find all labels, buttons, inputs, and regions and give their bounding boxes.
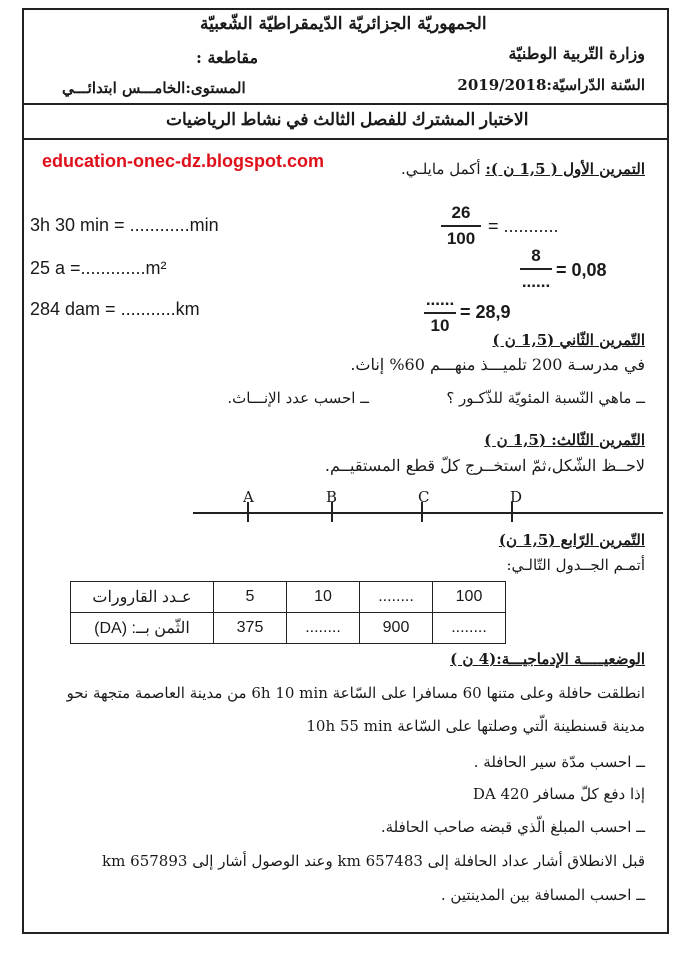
ex1-block [401, 160, 645, 178]
table-cell: 10 [287, 582, 360, 613]
fraction-numerator: ...... [425, 290, 455, 309]
ex4-statement: أتمـم الجــدول التّالـي: [506, 556, 645, 574]
ex2-question-2: ــ احسب عدد الإنـــاث. [227, 389, 369, 407]
ex2-statement: في مدرسـة 200 تلميـــذ منهـــم 60% إناث. [350, 355, 645, 374]
integration-question-1: ــ احسب مدّة سير الحافلة . [473, 753, 645, 771]
ministry-name: وزارة التّربية الوطنيّة [508, 44, 645, 63]
ex1-fraction-3 [424, 290, 456, 336]
ex3-statement: لاحــظ الشّكل،ثمّ استخــرج كلّ قطع المستقيــم. [324, 456, 645, 475]
fraction-numerator: 8 [531, 246, 541, 265]
school-year: السّنة الدّراسيّة:2019/2018 [457, 76, 645, 94]
fraction-numerator: 26 [451, 203, 471, 222]
ex1-fraction-3-result: = 28,9 [460, 302, 511, 322]
ex1-item-area: 25 a =.............m² [30, 258, 167, 278]
integration-paragraph-4: قبل الانطلاق أشار عداد الحافلة إلى 657483 km وعند الوصول أشار إلى 657893 km [102, 852, 645, 870]
ex1-fraction-1 [441, 203, 481, 249]
header-divider-bottom [22, 138, 669, 140]
integration-question-3: ــ احسب المسافة بين المدينتين . [440, 886, 645, 904]
row-label-price: الثّمن بــ: (DA) [71, 613, 214, 644]
fraction-denominator: ...... [521, 272, 551, 291]
integration-paragraph-1: انطلقت حافلة وعلى متنها 60 مسافرا على السّاعة 6h 10 min من مدينة العاصمة متجهة نحو [66, 684, 645, 702]
ex1-fraction-1-result: = ........... [488, 216, 559, 236]
point-b-label: B [326, 488, 338, 506]
table-cell: ........ [360, 582, 433, 613]
table-cell: 900 [360, 613, 433, 644]
ex1-fraction-2 [520, 246, 552, 292]
table-cell: ........ [433, 613, 506, 644]
table-cell: 5 [214, 582, 287, 613]
ex1-item-hours: 3h 30 min = ............min [30, 215, 219, 235]
table-row [71, 613, 506, 644]
ex4-heading: التّمرين الرّابع (1,5 ن) [498, 531, 645, 549]
republic-title: الجمهوريّة الجزائريّة الدّيمقراطيّة الشّعبيّة [200, 14, 487, 34]
integration-paragraph-2: مدينة قسنطينة الّتي وصلتها على السّاعة 10h 55 min [306, 717, 645, 735]
point-c-label: C [418, 488, 430, 506]
ex1-item-distance: 284 dam = ...........km [30, 299, 200, 319]
table-cell: 100 [433, 582, 506, 613]
point-a-label: A [243, 488, 254, 506]
ex3-heading: التّمرين الثّالث: (1,5 ن ) [484, 431, 645, 449]
fraction-denominator: 100 [446, 229, 476, 248]
ex2-heading: التّمرين الثّاني (1,5 ن ) [492, 331, 645, 349]
ex1-fraction-2-result: = 0,08 [556, 260, 607, 280]
table-cell: ........ [287, 613, 360, 644]
ex1-heading: التمرين الأول ( 1,5 ن ): [485, 160, 645, 178]
watermark-url: education-onec-dz.blogspot.com [42, 151, 324, 171]
district-label: مقاطعة : [196, 48, 259, 67]
ex1-instruction: أكمل مايلـي. [401, 160, 481, 178]
table-cell: 375 [214, 613, 287, 644]
fraction-denominator: 10 [430, 316, 450, 335]
integration-paragraph-3: إذا دفع كلّ مسافر 420 DA [472, 785, 645, 803]
straight-line [193, 512, 663, 514]
row-label-bottles: عـدد القارورات [71, 582, 214, 613]
integration-question-2: ــ احسب المبلغ الّذي قبضه صاحب الحافلة. [380, 818, 645, 836]
level-label: المستوى:الخامـــس ابتدائـــي [62, 79, 246, 97]
point-d-label: D [510, 488, 523, 506]
header-divider-top [22, 103, 669, 105]
table-row [71, 582, 506, 613]
price-table [70, 581, 506, 644]
integration-heading: الوضعيـــــة الإدماجيـــة:(4 ن ) [450, 650, 645, 668]
ex2-question-1: ــ ماهي النّسبة المئويّة للذّكـور ؟ [446, 389, 645, 407]
exam-title: الاختبار المشترك للفصل الثالث في نشاط الرياضيات [166, 110, 529, 129]
